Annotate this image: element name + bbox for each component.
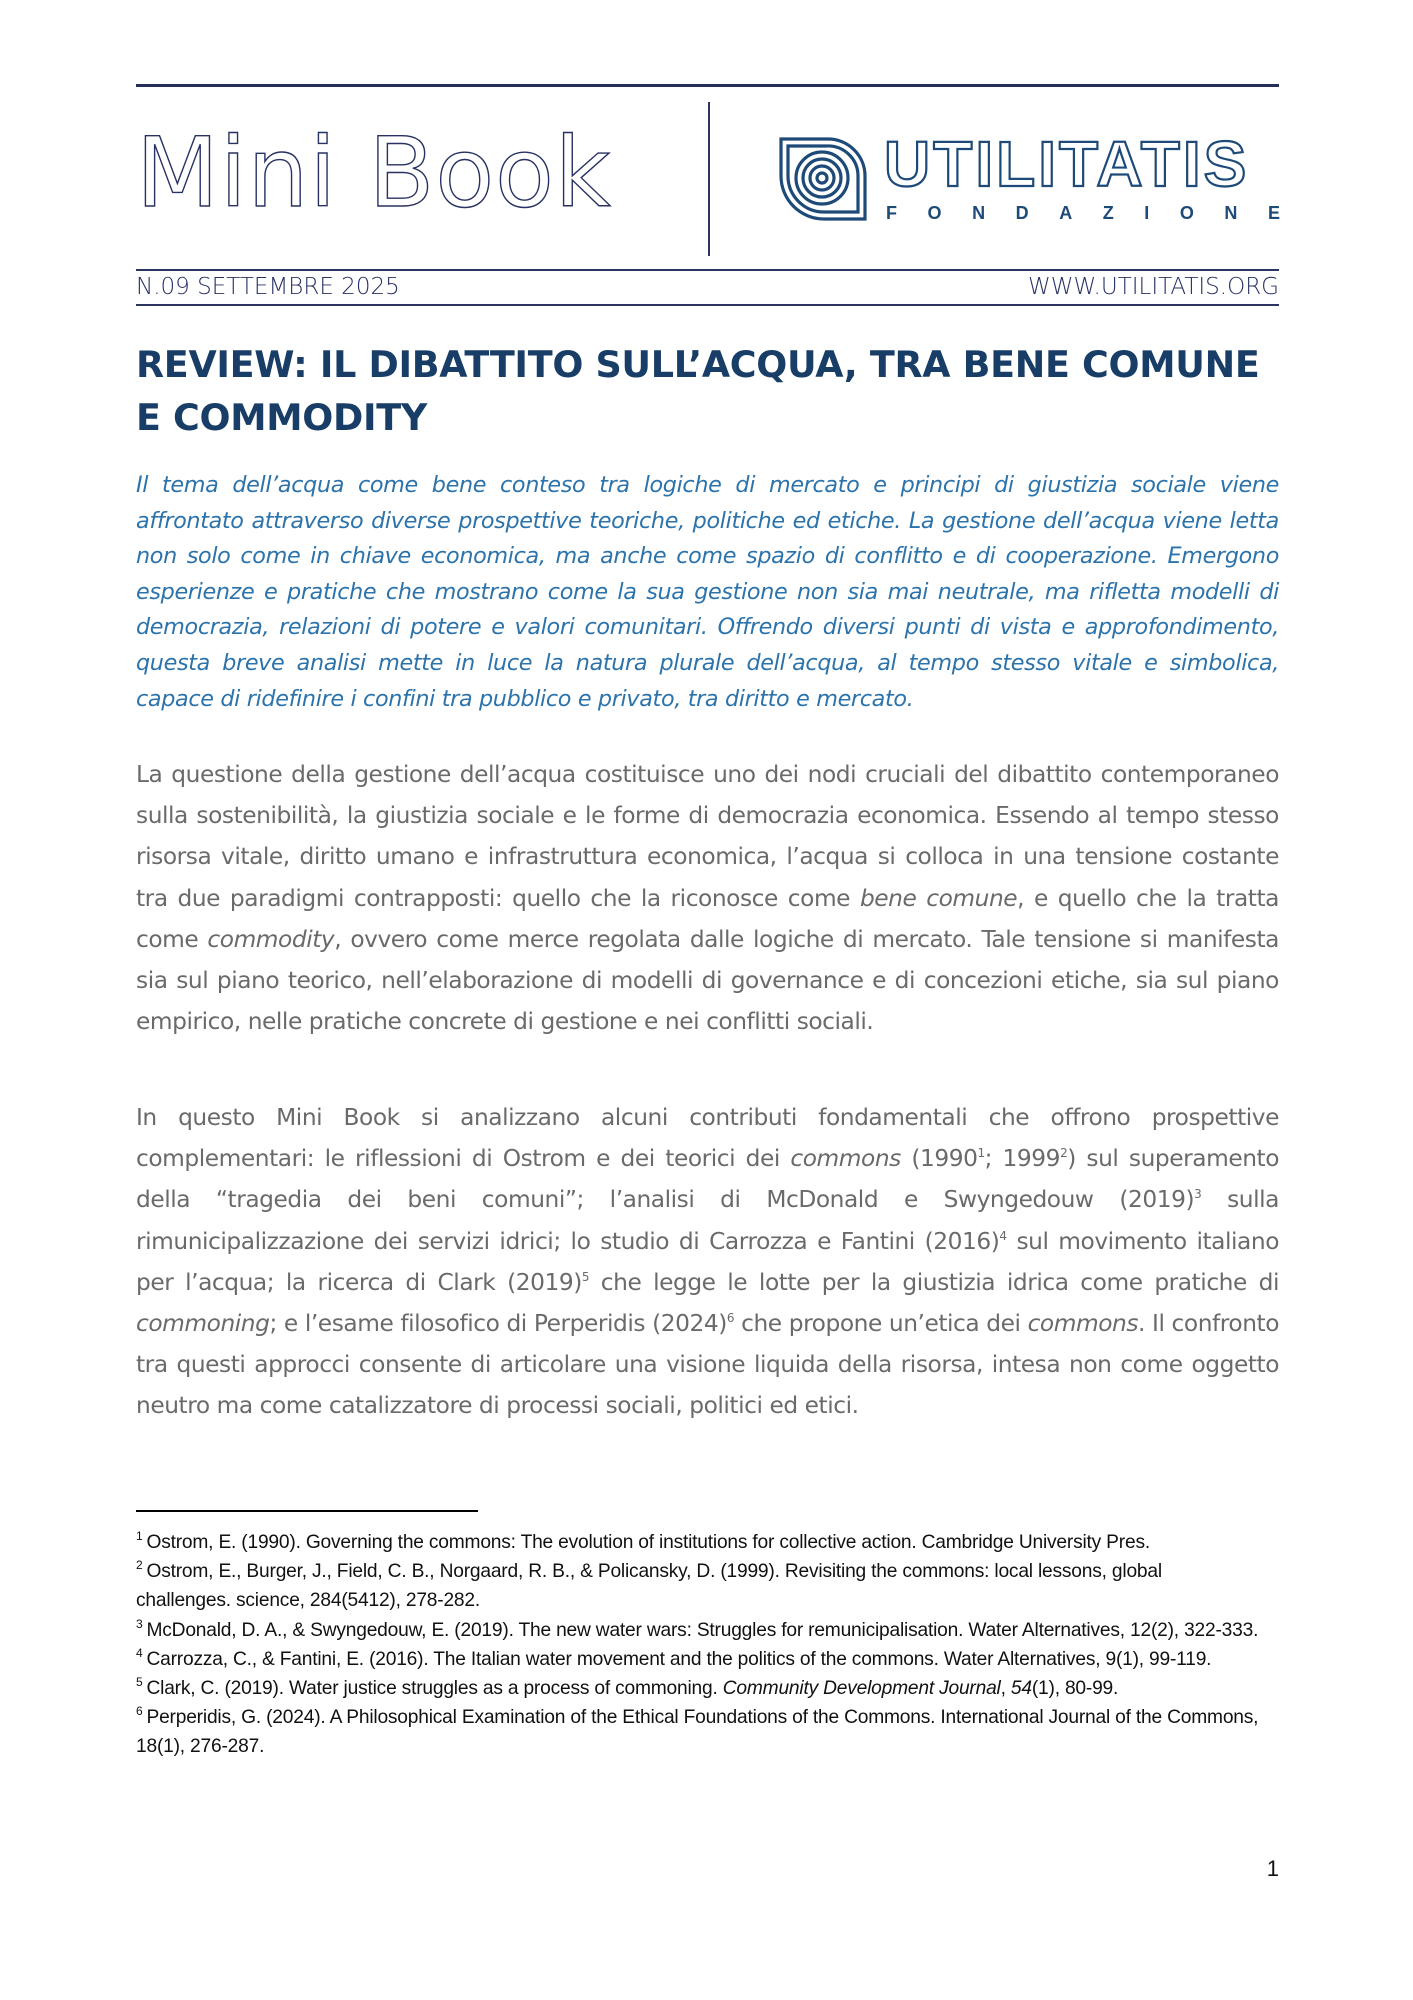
footnote-number: 6 bbox=[136, 1704, 143, 1719]
text-run: sulla rimunicipalizzazione dei servizi idrici; lo studio di Carrozza e Fantini (2016) bbox=[136, 1186, 1279, 1255]
footnote-separator bbox=[136, 1510, 478, 1512]
text-run: ; e l’esame filosofico di Perperidis (2024) bbox=[269, 1310, 727, 1338]
footnote-number: 3 bbox=[136, 1616, 143, 1631]
page-number: 1 bbox=[1266, 1856, 1279, 1881]
masthead-divider bbox=[708, 102, 710, 256]
footnote-number: 4 bbox=[136, 1645, 143, 1660]
issue-bar bbox=[136, 272, 1279, 302]
footnote-5 bbox=[136, 1674, 1279, 1703]
footnote-1 bbox=[136, 1528, 1279, 1557]
logo-subtitle-letter: O bbox=[927, 203, 942, 223]
journal-volume: 54 bbox=[1010, 1678, 1032, 1700]
footnote-ref-2[interactable]: 2 bbox=[1060, 1146, 1068, 1161]
text-run: sul movimento italiano per l’acqua; la ricerca di Clark (2019) bbox=[136, 1227, 1279, 1296]
footnote-number: 1 bbox=[136, 1529, 143, 1543]
logo-subtitle-letter: I bbox=[1144, 203, 1150, 223]
footnote-text: Clark, C. (2019). Water justice struggles as a process of commoning. bbox=[146, 1678, 723, 1700]
footnote-ref-6[interactable]: 6 bbox=[726, 1311, 735, 1326]
footnote-4 bbox=[136, 1645, 1279, 1674]
text-run: , e quello che la tratta come bbox=[136, 884, 1279, 953]
logo-subtitle-letter: N bbox=[972, 203, 986, 223]
footnote-ref-4[interactable]: 4 bbox=[999, 1228, 1007, 1243]
issue-number: N.09 SETTEMBRE 2025 bbox=[136, 274, 400, 300]
logo-subtitle-letter: N bbox=[1224, 203, 1238, 223]
journal-name: Community Development Journal bbox=[722, 1678, 1001, 1700]
text-run: . Il confronto tra questi approcci consente di articolare una visione liquida della risorsa, intesa non come oggetto neutro ma come catalizzatore di processi sociali, politici ed etici. bbox=[136, 1310, 1279, 1420]
concentric-drop-icon bbox=[778, 136, 868, 222]
masthead-title-text: Mini Book bbox=[136, 117, 612, 229]
footnote-text: Perperidis, G. (2024). A Philosophical Examination of the Ethical Foundations of the Commons. International Journal of the Commons, 18(1), 276-287. bbox=[136, 1707, 1259, 1758]
footnote-number: 2 bbox=[136, 1558, 143, 1573]
emphasis-text: bene comune bbox=[859, 884, 1018, 912]
text-run: ) sul superamento della “tragedia dei beni comuni”; l’analisi di McDonald e Swyngedouw (2019) bbox=[136, 1145, 1280, 1214]
footnote-text: McDonald, D. A., & Swyngedouw, E. (2019). The new water wars: Struggles for remunicipalisation. Water Alternatives, 12(2), 322-333. bbox=[146, 1619, 1259, 1641]
emphasis-text: commoning bbox=[136, 1310, 270, 1338]
logo-subtitle bbox=[886, 203, 1280, 224]
footnote-6 bbox=[136, 1703, 1279, 1761]
footnote-text: , bbox=[1000, 1678, 1011, 1700]
emphasis-text: commons bbox=[790, 1145, 901, 1173]
footnote-ref-3[interactable]: 3 bbox=[1194, 1187, 1202, 1202]
emphasis-text: commons bbox=[1027, 1310, 1139, 1338]
article-abstract: Il tema dell’acqua come bene conteso tra logiche di mercato e principi di giustizia sociale viene affrontato attraverso diverse prospettive teoriche, politiche ed etiche. La gestione dell’acqua viene letta non solo come in chiave economica, ma anche come spazio di conflitto e di cooperazione. Emergono esperienze e pratiche che mostrano come la sua gestione non sia mai neutrale, ma rifletta modelli di democrazia, relazioni di potere e valori comunitari. Offrendo diversi punti di vista e approfondimento, questa breve analisi mette in luce la natura plurale dell’acqua, al tempo stesso vitale e simbolica, capace di ridefinire i confini tra pubblico e privato, tra diritto e mercato. bbox=[136, 472, 1279, 712]
logo-subtitle-letter: O bbox=[1179, 203, 1194, 223]
issue-rule-bottom bbox=[136, 304, 1279, 306]
logo-subtitle-letter: E bbox=[1267, 203, 1280, 223]
masthead-title bbox=[136, 118, 611, 228]
footnote-3 bbox=[136, 1616, 1279, 1645]
footnote-ref-1[interactable]: 1 bbox=[977, 1146, 985, 1161]
website-link[interactable]: WWW.UTILITATIS.ORG bbox=[1027, 274, 1279, 300]
text-run: che legge le lotte per la giustizia idrica come pratiche di bbox=[589, 1268, 1279, 1296]
issue-rule-top bbox=[136, 269, 1279, 271]
body-paragraph-1 bbox=[136, 754, 1279, 1042]
text-run: , ovvero come merce regolata dalle logiche di mercato. Tale tensione si manifesta sia sul piano teorico, nell’elaborazione di modelli di governance e di concezioni etiche, sia sul piano empirico, nelle pratiche concrete di gestione e nei conflitti sociali. bbox=[136, 925, 1279, 1036]
text-run: (1990 bbox=[900, 1145, 978, 1173]
text-run: La questione della gestione dell’acqua costituisce uno dei nodi cruciali del dibattito contemporaneo sulla sostenibilità, la giustizia sociale e le forme di democrazia economica. Essendo al tempo stesso risorsa vitale, diritto umano e infrastruttura economica, l’acqua si colloca in una tensione costante tra due paradigmi contrapposti: quello che la riconosce come bbox=[136, 761, 1279, 912]
logo-subtitle-letter: A bbox=[1059, 203, 1073, 223]
logo-wordmark: UTILITATIS bbox=[884, 128, 1250, 200]
logo-subtitle-letter: F bbox=[886, 203, 897, 223]
article-title: REVIEW: IL DIBATTITO SULL’ACQUA, TRA BENE COMUNE E COMMODITY bbox=[136, 343, 1260, 439]
footnote-2 bbox=[136, 1557, 1279, 1615]
body-paragraph-2 bbox=[136, 1097, 1279, 1427]
logo-subtitle-letter: D bbox=[1015, 203, 1029, 223]
footnote-number: 5 bbox=[136, 1675, 143, 1690]
emphasis-text: commodity bbox=[207, 925, 335, 953]
footnote-text: Ostrom, E., Burger, J., Field, C. B., Norgaard, R. B., & Policansky, D. (1999). Revisiting the commons: local lessons, global challenges. science, 284(5412), 278-282. bbox=[136, 1561, 1162, 1612]
logo-subtitle-letter: Z bbox=[1102, 203, 1114, 223]
footnote-text: Ostrom, E. (1990). Governing the commons: The evolution of institutions for collective action. Cambridge University Pres. bbox=[146, 1532, 1150, 1553]
text-run: che propone un’etica dei bbox=[734, 1310, 1028, 1338]
footnotes bbox=[136, 1528, 1279, 1762]
text-run: ; 1999 bbox=[984, 1145, 1061, 1173]
footnote-text: (1), 80-99. bbox=[1031, 1678, 1119, 1700]
footnote-text: Carrozza, C., & Fantini, E. (2016). The Italian water movement and the politics of the commons. Water Alternatives, 9(1), 99-119. bbox=[146, 1648, 1212, 1670]
top-rule bbox=[136, 84, 1279, 87]
text-run: In questo Mini Book si analizzano alcuni contributi fondamentali che offrono prospettive complementari: le riflessioni di Ostrom e dei teorici dei bbox=[136, 1104, 1279, 1173]
footnote-ref-5[interactable]: 5 bbox=[581, 1269, 590, 1284]
